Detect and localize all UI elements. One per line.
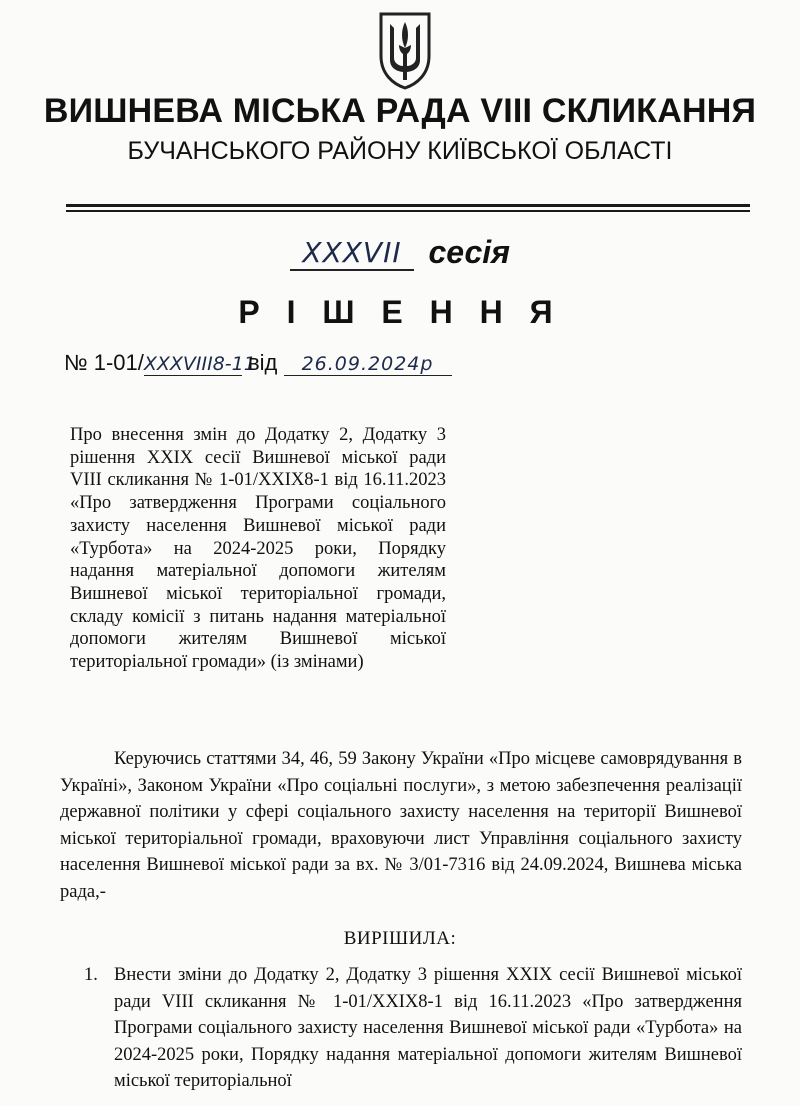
council-district: БУЧАНСЬКОГО РАЙОНУ КИЇВСЬКОЇ ОБЛАСТІ (127, 137, 673, 165)
decision-number-line (64, 350, 452, 382)
tryzub-coat-of-arms-icon (377, 10, 433, 90)
item-marker: 1. (84, 965, 98, 985)
item-text: Внести зміни до Додатку 2, Додатку 3 рішення XXIX сесії Вишневої міської ради VIII скликання № 1-01/XXIX8-1 від 16.11.2023 «Про затвердження Програми соціального захисту населення Вишневої міської ради «Турбота» на 2024-2025 роки, Порядку надання матеріальної допомоги жителям Вишневої міської територіальної (114, 965, 742, 1091)
decided-heading: ВИРІШИЛА: (343, 928, 457, 949)
decision-subject: Про внесення змін до Додатку 2, Додатку 3 рішення XXIX сесії Вишневої міської ради VIII скликання № 1-01/XXIX8-1 від 16.11.2023 «Про затвердження Програми соціального захисту населення Вишневої міської ради «Турбота» на 2024-2025 роки, Порядку надання матеріальної допомоги жителям Вишневої міської територіальної громади, складу комісії з питань надання матеріальної допомоги жителям Вишневої міської територіальної громади» (із змінами) (70, 425, 446, 673)
header-rule-thick (66, 204, 750, 207)
header-rule-thin (66, 210, 750, 212)
decision-items (84, 962, 742, 1095)
decision-number-prefix: № 1-01/ (64, 350, 144, 375)
decision-date-label: від (247, 350, 278, 375)
session-line (290, 234, 510, 278)
decision-item (84, 962, 742, 1095)
session-number-handwritten: XXXVII (290, 236, 414, 271)
preamble-paragraph: Керуючись статтями 34, 46, 59 Закону України «Про місцеве самоврядування в Україні», Законом України «Про соціальні послуги», з метою забезпечення реалізації державної політики у сфері соціального захисту населення на території Вишневої міської територіальної громади, враховуючи лист Управління соціального захисту населення Вишневої міської ради за вх. № 3/01-7316 від 24.09.2024, Вишнева міська рада,- (60, 749, 742, 902)
document-type-heading: Р І Ш Е Н Н Я (238, 294, 562, 330)
decision-number-handwritten: XXXVIII8-11 (143, 353, 256, 375)
decision-date-handwritten: 26.09.2024р (284, 353, 452, 376)
session-label: сесія (428, 234, 510, 270)
council-name: ВИШНЕВА МІСЬКА РАДА VIII СКЛИКАННЯ (43, 92, 757, 130)
